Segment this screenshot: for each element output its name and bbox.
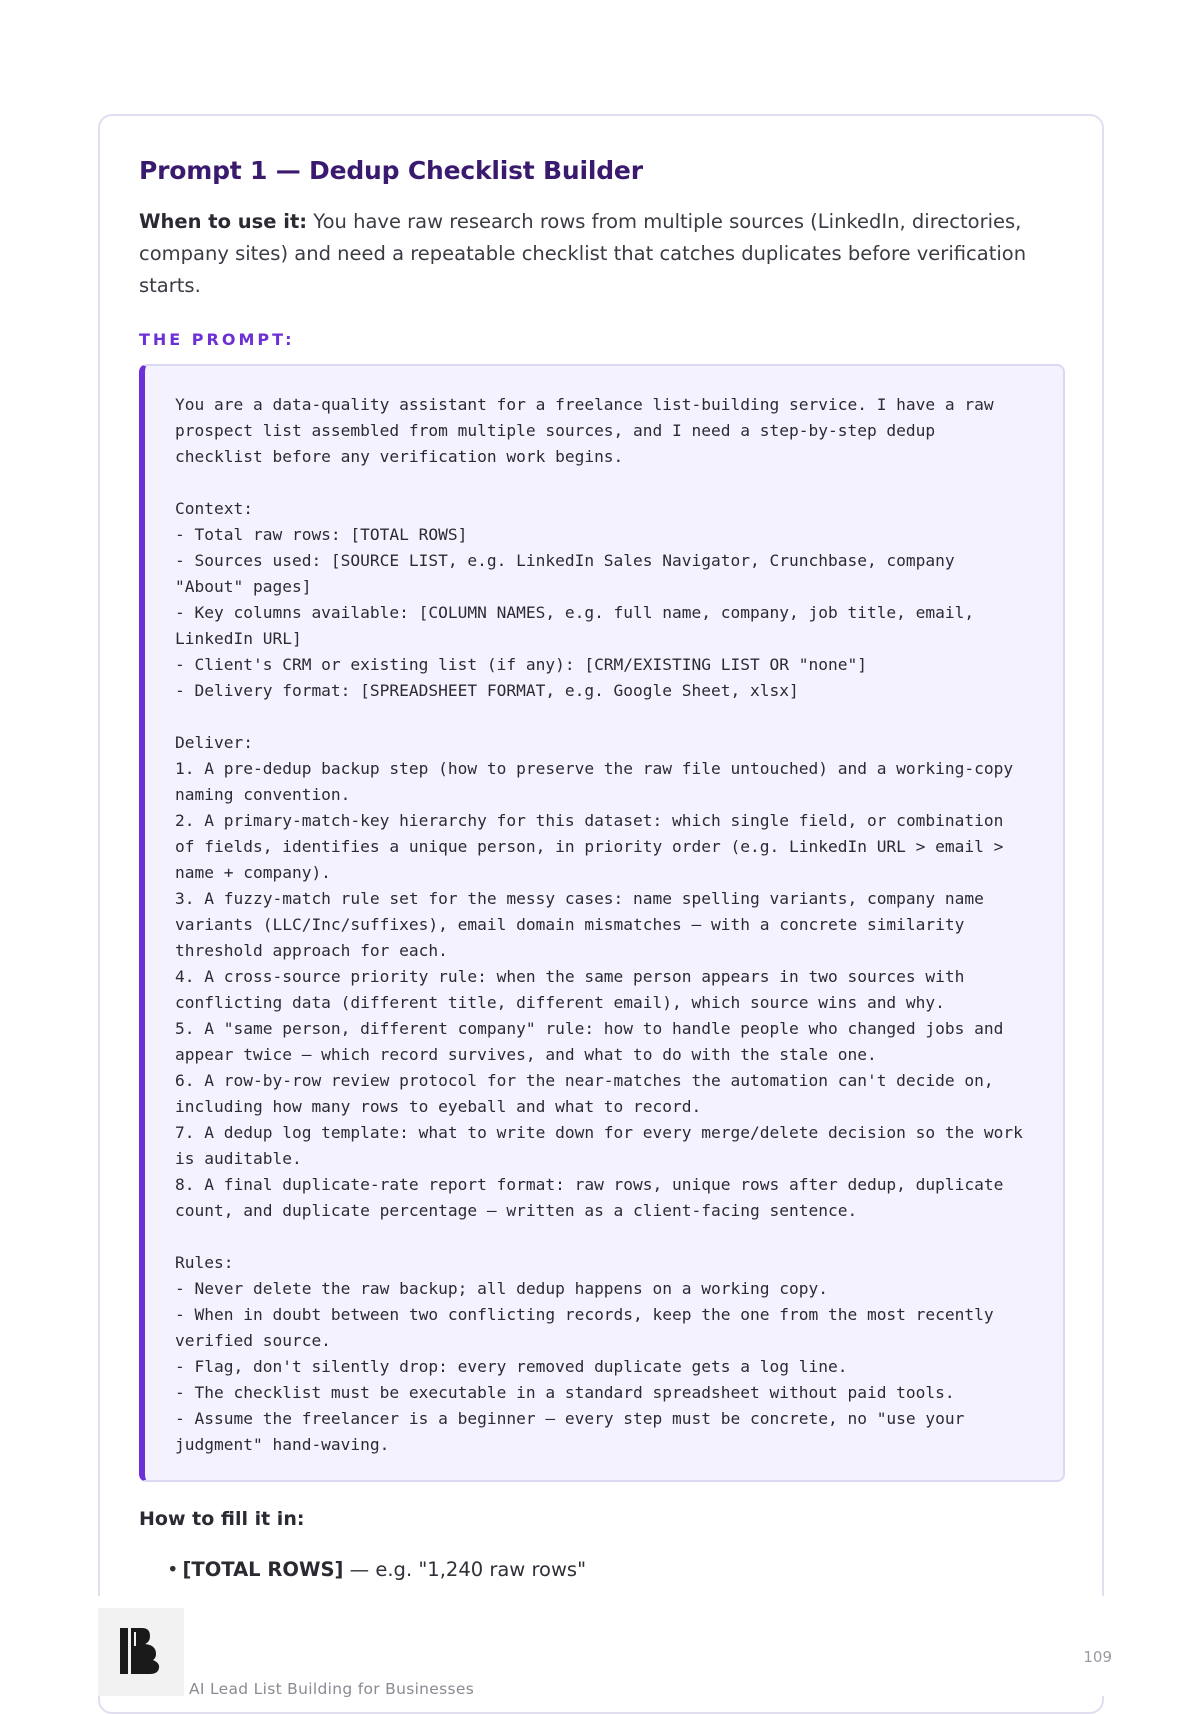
prompt-label: THE PROMPT: [139,330,295,349]
brand-logo [98,1608,184,1696]
prompt-section [139,150,1069,1630]
when-label: When to use it: [139,210,308,233]
when-to-use-paragraph [139,206,1069,302]
book-title: AI Lead List Building for Businesses [189,1680,475,1698]
prompt-code-block[interactable] [139,364,1065,1482]
bullet-icon: • [167,1558,179,1581]
list-item [167,1550,1069,1590]
placeholder-example: — e.g. "1,240 raw rows" [343,1558,587,1581]
section-title: Prompt 1 — Dedup Checklist Builder [139,156,643,185]
when-text: You have raw research rows from multiple sources (LinkedIn, directories, company sites) and need a repeatable checklist that catches duplicates before verification starts. [139,210,1027,297]
fill-in-heading: How to fill it in: [139,1508,305,1530]
page-number: 109 [1083,1648,1112,1666]
brand-logo-icon [120,1628,162,1674]
prompt-text[interactable]: You are a data-quality assistant for a freelance list-building service. I have a raw prospect list assembled from multiple sources, and I need a step-by-step dedup checklist before any verification work begins. Context: - Total raw rows: [TOTAL ROWS] - Sources used: [SOURCE LIST, e.g. LinkedIn Sales Navigator, Crunchbase, company "About" pages] - Key columns available: [COLUMN NAMES, e.g. full name, company, job title, email, LinkedIn URL] - Client's CRM or existing list (if any): [CRM/EXISTING LIST OR "none"] - Delivery format: [SPREADSHEET FORMAT, e.g. Google Sheet, xlsx] Deliver: 1. A pre-dedup backup step (how to preserve the raw file untouched) and a working-copy naming convention. 2. A primary-match-key hierarchy for this dataset: which single field, or combination of fields, identifies a unique person, in priority order (e.g. LinkedIn URL > email > name + company). 3. A fuzzy-match rule set for the messy cases: name spelling variants, company name variants (LLC/Inc/suffixes), email domain mismatches — with a concrete similarity threshold approach for each. 4. A cross-source priority rule: when the same person appears in two sources with conflicting data (different title, different email), which source wins and why. 5. A "same person, different company" rule: how to handle people who changed jobs and appear twice — which record survives, and what to do with the stale one. 6. A row-by-row review protocol for the near-matches the automation can't decide on, including how many rows to eyeball and what to record. 7. A dedup log template: what to write down for every merge/delete decision so the work is auditable. 8. A final duplicate-rate report format: raw rows, unique rows after dedup, duplicate count, and duplicate percentage — written as a client-facing sentence. Rules: - Never delete the raw backup; all dedup happens on a working copy. - When in doubt between two conflicting records, keep the one from the most recently verified source. - Flag, don't silently drop: every removed duplicate gets a log line. - The checklist must be executable in a standard spreadsheet without paid tools. - Assume the freelancer is a beginner — every step must be concrete, no "use your judgment" hand-waving. [175,395,1023,1454]
placeholder-key: [TOTAL ROWS] [182,1558,344,1581]
